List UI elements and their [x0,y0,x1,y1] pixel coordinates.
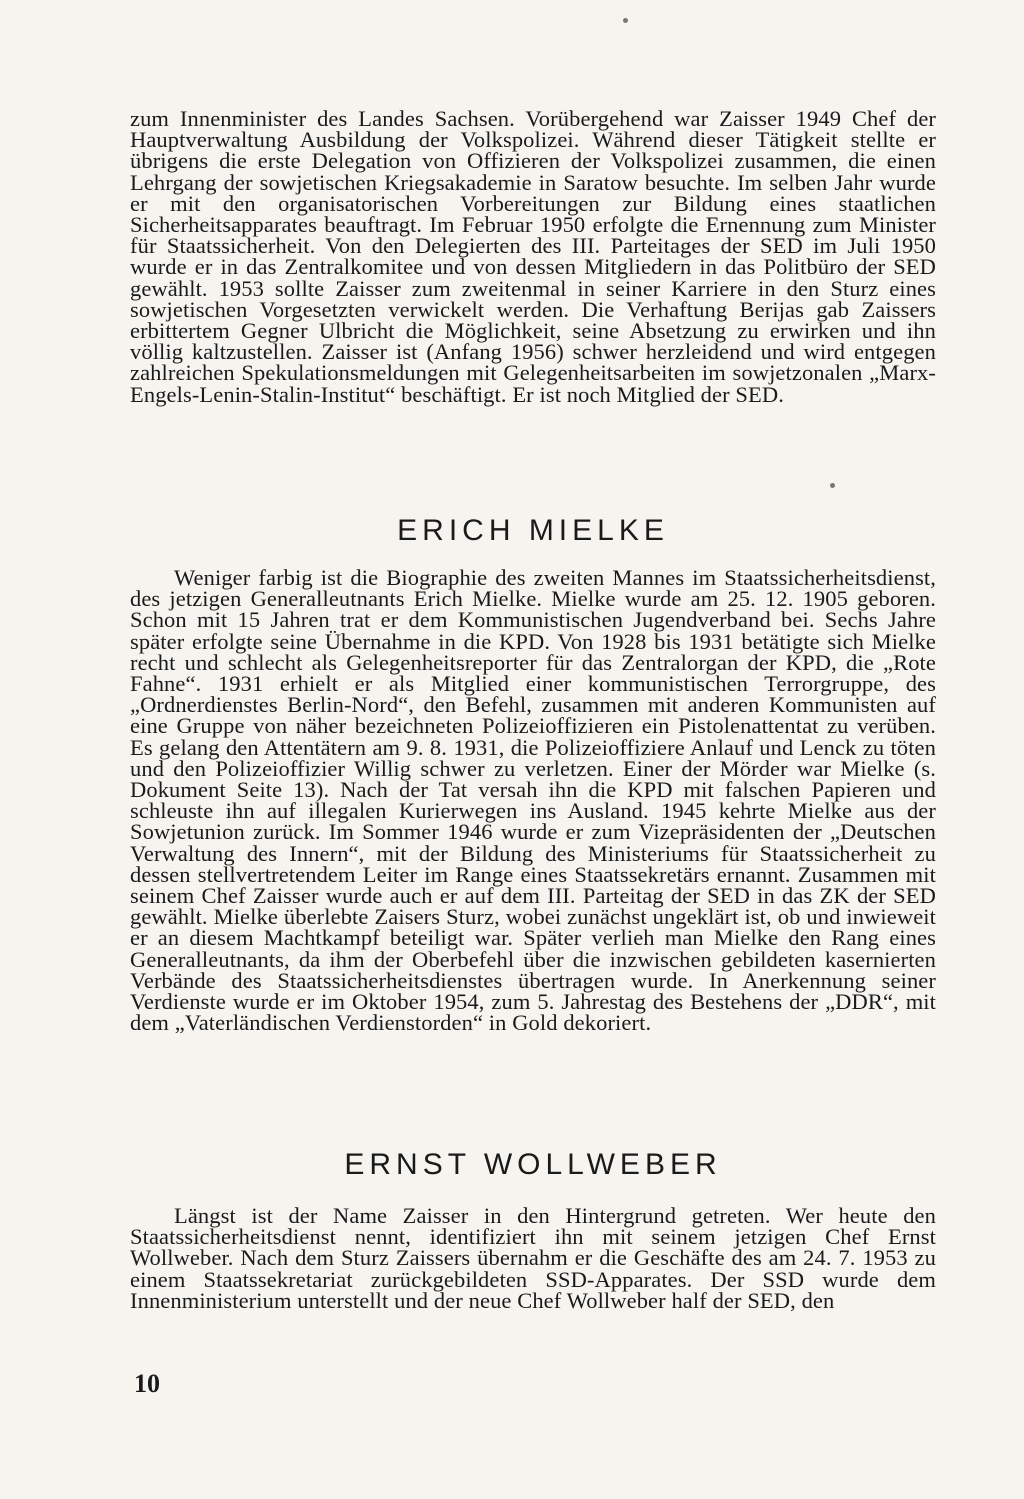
wollweber-paragraph: Längst ist der Name Zaisser in den Hintergrund getreten. Wer heute den Staatssicherheitsdienst nennt, identifiziert ihn mit seinem jetzigen Chef Ernst Wollweber. Nach dem Sturz Zaissers übernahm er die Geschäfte des am 24. 7. 1953 zu einem Staatssekretariat zurückgebildeten SSD-Apparates. Der SSD wurde dem Innenministerium unterstellt und der neue Chef Wollweber half der SED, den [130,1203,936,1313]
wollweber-section [130,1205,936,1311]
intro-paragraph: zum Innenminister des Landes Sachsen. Vorübergehend war Zaisser 1949 Chef der Hauptverwaltung Ausbildung der Volkspolizei. Während dieser Tätigkeit stellte er übrigens die erste Delegation von Offizieren der Volkspolizei zusammen, die einen Lehrgang der sowjetischen Kriegsakademie in Saratow besuchte. Im selben Jahr wurde er mit den organisatorischen Vorbereitungen zur Bildung eines staatlichen Sicherheitsapparates beauftragt. Im Februar 1950 erfolgte die Ernennung zum Minister für Staatssicherheit. Von den Delegierten des III. Parteitages der SED im Juli 1950 wurde er in das Zentralkomitee und von dessen Mitgliedern in das Politbüro der SED gewählt. 1953 sollte Zaisser zum zweitenmal in seiner Karriere in den Sturz eines sowjetischen Vorgesetzten verwickelt werden. Die Verhaftung Berijas gab Zaissers erbittertem Gegner Ulbricht die Möglichkeit, seine Absetzung zu erwirken und ihn völlig kaltzustellen. Zaisser ist (Anfang 1956) schwer herzleidend und wird entgegen zahlreichen Spekulationsmeldungen mit Gelegenheitsarbeiten im sowjetzonalen „Marx-Engels-Lenin-Stalin-Institut“ beschäftigt. Er ist noch Mitglied der SED. [130,106,936,407]
heading-ernst-wollweber: ERNST WOLLWEBER [344,1148,722,1181]
page-number: 10 [134,1369,160,1398]
scan-speck [623,18,628,23]
mielke-section [130,565,936,1036]
intro-section [130,108,936,405]
scan-speck [830,483,835,488]
mielke-paragraph: Weniger farbig ist die Biographie des zweiten Mannes im Staatssicherheitsdienst, des jetzigen Generalleutnants Erich Mielke. Mielke wurde am 25. 12. 1905 geboren. Schon mit 15 Jahren trat er dem Kommunistischen Jugendverband bei. Sechs Jahre später erfolgte seine Übernahme in die KPD. Von 1928 bis 1931 betätigte sich Mielke recht und schlecht als Gelegenheitsreporter für das Zentralorgan der KPD, die „Rote Fahne“. 1931 erhielt er als Mitglied einer kommunistischen Terrorgruppe, des „Ordnerdienstes Berlin-Nord“, den Befehl, zusammen mit anderen Kommunisten auf eine Gruppe von näher bezeichneten Polizeioffizieren ein Pistolenattentat zu verüben. Es gelang den Attentätern am 9. 8. 1931, die Polizeioffiziere Anlauf und Lenck zu töten und den Polizeioffizier Willig schwer zu verletzen. Einer der Mörder war Mielke (s. Dokument Seite 13). Nach der Tat versah ihn die KPD mit falschen Papieren und schleuste ihn auf illegalen Kurierwegen ins Ausland. 1945 kehrte Mielke aus der Sowjetunion zurück. Im Sommer 1946 wurde er zum Vizepräsidenten der „Deutschen Verwaltung des Innern“, mit der Bildung des Ministeriums für Staatssicherheit zu dessen stellvertretendem Leiter im Range eines Staatssekretärs ernannt. Zusammen mit seinem Chef Zaisser wurde auch er auf dem III. Parteitag der SED in das ZK der SED gewählt. Mielke überlebte Zaisers Sturz, wobei zunächst ungeklärt ist, ob und inwieweit er an diesem Machtkampf beteiligt war. Später verlieh man Mielke den Rang eines Generalleutnants, da ihm der Oberbefehl über die inzwischen gebildeten kasernierten Verbände des Staatssicherheitsdienstes übertragen wurde. In Anerkennung seiner Verdienste wurde er im Oktober 1954, zum 5. Jahrestag des Bestehens der „DDR“, mit dem „Vaterländischen Verdienstorden“ in Gold dekoriert. [130,565,936,1036]
heading-erich-mielke: ERICH MIELKE [397,514,669,547]
